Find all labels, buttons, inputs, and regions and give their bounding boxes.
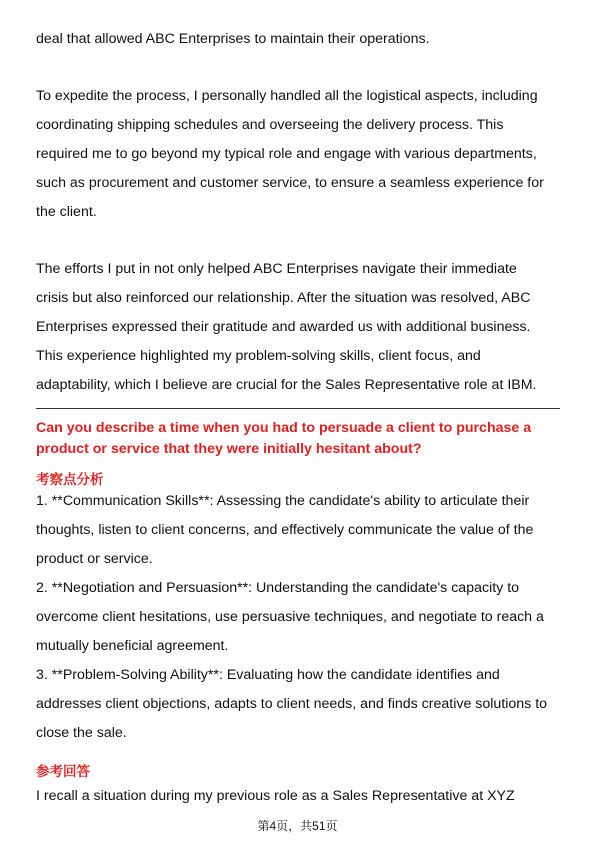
analysis-line: close the sale. <box>36 725 127 741</box>
text-line: the client. <box>36 204 97 220</box>
analysis-line: 3. **Problem-Solving Ability**: Evaluating how the candidate identifies and <box>36 667 500 683</box>
analysis-line: 2. **Negotiation and Persuasion**: Understanding the candidate's capacity to <box>36 580 520 596</box>
text-line: Enterprises expressed their gratitude and awarded us with additional business. <box>36 319 531 335</box>
question-line: Can you describe a time when you had to persuade a client to purchase a <box>36 420 532 436</box>
text-line: required me to go beyond my typical role and engage with various departments, <box>36 146 537 162</box>
text-line: such as procurement and customer service, to ensure a seamless experience for <box>36 175 544 191</box>
text-line: coordinating shipping schedules and overseeing the delivery process. This <box>36 117 504 133</box>
analysis-line: thoughts, listen to client concerns, and effectively communicate the value of the <box>36 522 534 538</box>
paragraph-expedite <box>36 82 560 227</box>
text-line: crisis but also reinforced our relationship. After the situation was resolved, ABC <box>36 290 531 306</box>
text-line: adaptability, which I believe are crucial for the Sales Representative role at IBM. <box>36 377 537 393</box>
analysis-line: product or service. <box>36 551 153 567</box>
paragraph-efforts <box>36 255 560 400</box>
page-number-footer: 第4页，共51页 <box>257 819 338 833</box>
analysis-label: 考察点分析 <box>36 472 104 487</box>
question-line: product or service that they were initially hesitant about? <box>36 441 422 457</box>
answer-label: 参考回答 <box>36 764 90 779</box>
text-line: This experience highlighted my problem-solving skills, client focus, and <box>36 348 481 364</box>
analysis-line: overcome client hesitations, use persuasive techniques, and negotiate to reach a <box>36 609 544 625</box>
intro-paragraph-end: deal that allowed ABC Enterprises to maintain their operations. <box>36 31 430 47</box>
text-line: To expedite the process, I personally handled all the logistical aspects, including <box>36 88 538 104</box>
section-divider <box>36 408 560 409</box>
answer-line: I recall a situation during my previous role as a Sales Representative at XYZ <box>36 788 515 804</box>
analysis-line: mutually beneficial agreement. <box>36 638 229 654</box>
analysis-list <box>36 487 560 748</box>
analysis-line: addresses client objections, adapts to client needs, and finds creative solutions to <box>36 696 548 712</box>
analysis-line: 1. **Communication Skills**: Assessing the candidate's ability to articulate their <box>36 493 530 509</box>
text-line: The efforts I put in not only helped ABC Enterprises navigate their immediate <box>36 261 517 277</box>
question-heading <box>36 418 560 460</box>
